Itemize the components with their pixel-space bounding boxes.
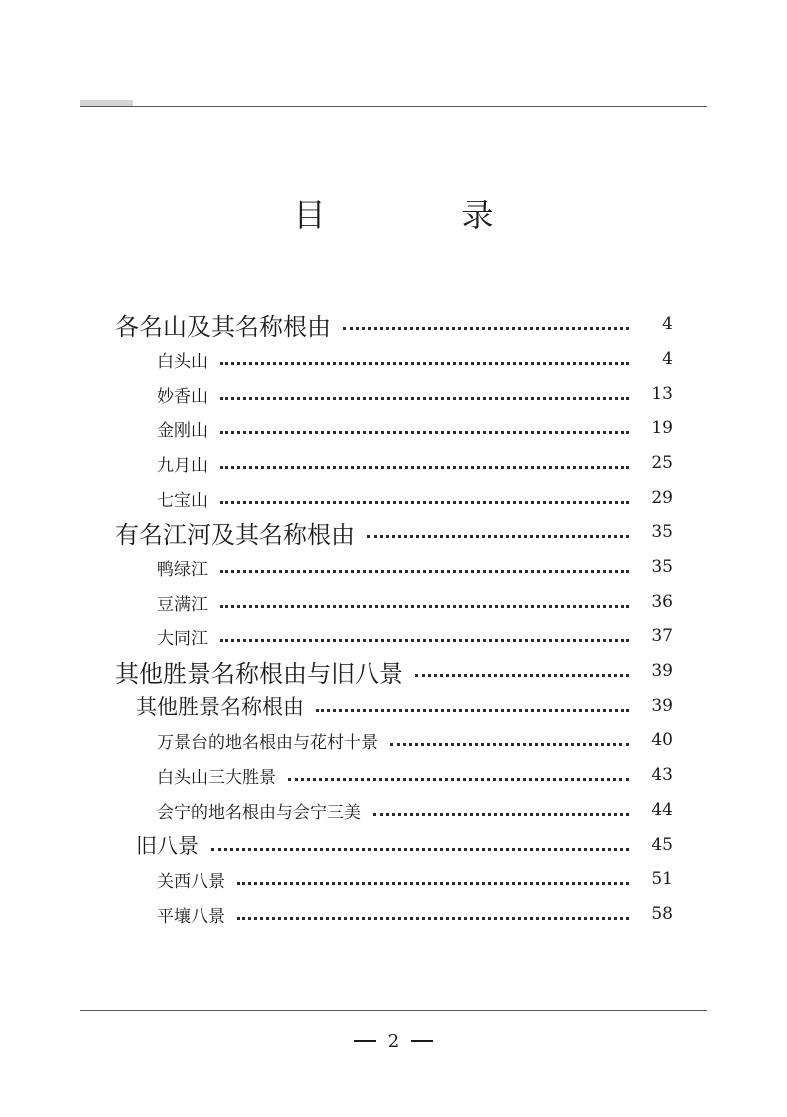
toc-entry-page: 44 <box>651 800 673 820</box>
dot-leader <box>220 605 629 608</box>
toc-entry-level3[interactable] <box>157 897 673 931</box>
dot-leader <box>343 327 629 330</box>
toc-entry-page: 39 <box>651 661 673 681</box>
toc-entry-page: 36 <box>651 592 673 612</box>
dot-leader <box>373 813 629 816</box>
dot-leader <box>220 362 629 365</box>
toc-entry-title: 其他胜景名称根由 <box>136 695 304 719</box>
toc-entry-level3[interactable] <box>157 550 673 584</box>
toc-entry-level1[interactable] <box>115 515 673 549</box>
toc-entry-title: 万景台的地名根由与花村十景 <box>157 732 378 753</box>
toc-entry-page: 40 <box>651 730 673 750</box>
toc-entry-title: 九月山 <box>157 455 208 476</box>
dot-leader <box>367 535 629 538</box>
toc-entry-title: 妙香山 <box>157 386 208 407</box>
toc-entry-level2[interactable] <box>136 689 673 723</box>
footer-dash-right <box>411 1040 433 1042</box>
toc-entry-title: 金刚山 <box>157 420 208 441</box>
toc-entry-title: 旧八景 <box>136 834 199 858</box>
toc-entry-page: 13 <box>651 384 673 404</box>
toc-entry-page: 39 <box>651 696 673 716</box>
toc-entry-title: 大同江 <box>157 628 208 649</box>
toc-entry-level3[interactable] <box>157 585 673 619</box>
toc-entry-page: 29 <box>651 488 673 508</box>
footer-rule <box>80 1010 707 1011</box>
toc-entry-title: 七宝山 <box>157 490 208 511</box>
toc-entry-title: 鸭绿江 <box>157 559 208 580</box>
toc-entry-level3[interactable] <box>157 793 673 827</box>
dot-leader <box>316 709 629 712</box>
dot-leader <box>220 639 629 642</box>
toc-entry-level3[interactable] <box>157 862 673 896</box>
page-footer <box>0 1027 787 1055</box>
toc-entry-page: 43 <box>651 765 673 785</box>
toc-entry-level1[interactable] <box>115 307 673 341</box>
dot-leader <box>415 674 629 677</box>
dot-leader <box>220 466 629 469</box>
toc-entry-title: 平壤八景 <box>157 906 225 927</box>
toc-entry-page: 35 <box>651 557 673 577</box>
toc-entry-title: 有名江河及其名称根由 <box>115 520 355 549</box>
toc-entry-title: 各名山及其名称根由 <box>115 312 331 341</box>
dot-leader <box>288 778 629 781</box>
toc-entry-level3[interactable] <box>157 411 673 445</box>
toc-entry-level3[interactable] <box>157 619 673 653</box>
header-rule <box>80 106 707 107</box>
toc-entry-level3[interactable] <box>157 723 673 757</box>
toc-entry-title: 会宁的地名根由与会宁三美 <box>157 802 361 823</box>
toc-entry-page: 58 <box>651 904 673 924</box>
toc-entry-level3[interactable] <box>157 446 673 480</box>
toc-entry-page: 4 <box>662 314 673 334</box>
toc-entry-title: 白头山 <box>157 351 208 372</box>
dot-leader <box>237 882 629 885</box>
page-title: 目 录 <box>293 196 546 234</box>
toc-entry-title: 其他胜景名称根由与旧八景 <box>115 659 403 688</box>
toc-entry-level2[interactable] <box>136 828 673 862</box>
dot-leader <box>220 397 629 400</box>
toc-entry-page: 19 <box>651 418 673 438</box>
page-number: 2 <box>387 1030 400 1052</box>
toc-entry-level1[interactable] <box>115 654 673 688</box>
dot-leader <box>220 431 629 434</box>
toc-entry-level3[interactable] <box>157 481 673 515</box>
toc-entry-page: 4 <box>662 349 673 369</box>
toc-entry-title: 关西八景 <box>157 871 225 892</box>
toc-entry-level3[interactable] <box>157 342 673 376</box>
footer-dash-left <box>354 1040 376 1042</box>
toc-entry-title: 白头山三大胜景 <box>157 767 276 788</box>
dot-leader <box>390 743 629 746</box>
toc-entry-level3[interactable] <box>157 377 673 411</box>
toc-entry-level3[interactable] <box>157 758 673 792</box>
dot-leader <box>211 848 629 851</box>
toc-entry-page: 25 <box>651 453 673 473</box>
dot-leader <box>237 917 629 920</box>
toc-entry-page: 37 <box>651 626 673 646</box>
toc-entry-page: 45 <box>651 835 673 855</box>
toc-entry-page: 51 <box>651 869 673 889</box>
toc-entry-page: 35 <box>651 522 673 542</box>
dot-leader <box>220 570 629 573</box>
dot-leader <box>220 501 629 504</box>
toc-entry-title: 豆满江 <box>157 594 208 615</box>
